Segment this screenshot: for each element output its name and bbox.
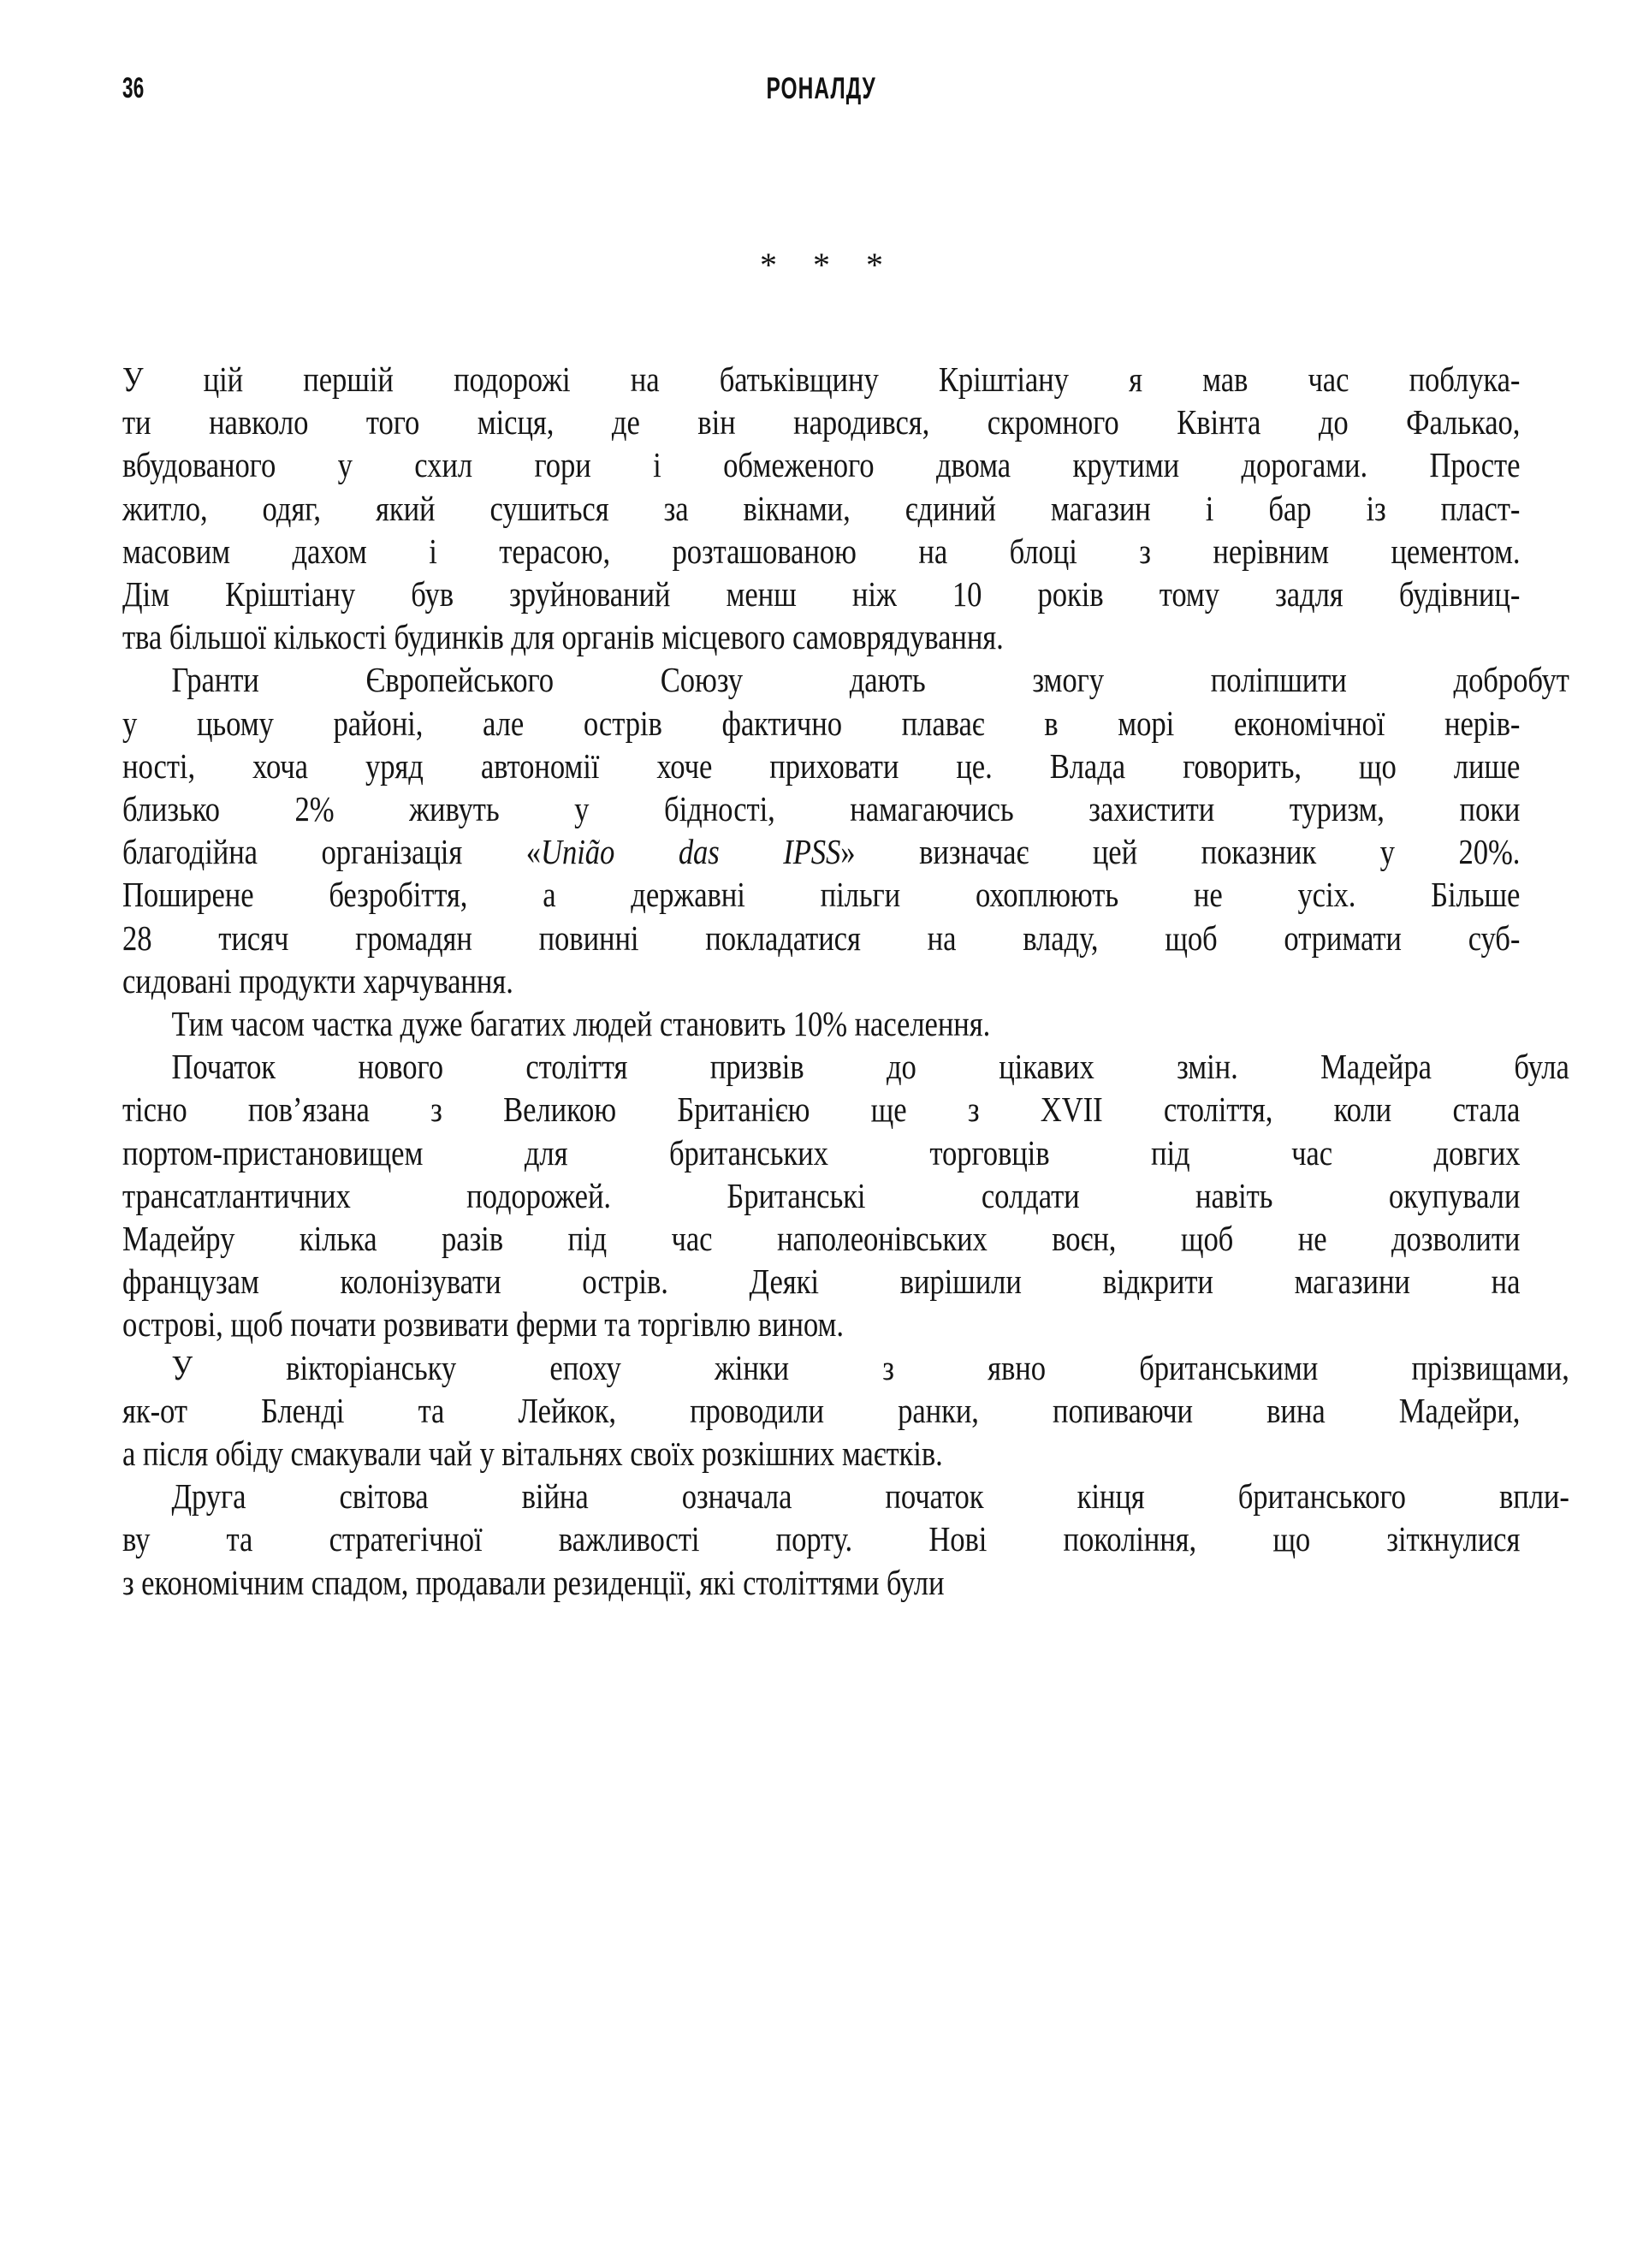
running-head-label: РОНАЛДУ (766, 72, 877, 105)
italic-phrase: União (541, 832, 615, 872)
text-word: зіткнулися (1386, 1519, 1521, 1559)
text-word: цій (203, 359, 244, 399)
text-word: намагаючись (850, 789, 1014, 829)
text-word: століття (525, 1047, 628, 1087)
text-word: автономії (480, 745, 600, 786)
text-word: та (226, 1519, 253, 1559)
text-word: вина (1266, 1390, 1326, 1430)
text-word: на (630, 359, 660, 399)
page-number: 36 (122, 72, 145, 104)
text-word: це. (956, 745, 993, 786)
section-break-asterisks: * * * (760, 246, 897, 284)
text-word: війна (521, 1476, 589, 1517)
text-word: покладатися (705, 917, 861, 958)
text-word: я (1129, 359, 1142, 399)
text-word: пласт- (1440, 488, 1521, 528)
text-word: вікнами, (743, 488, 851, 528)
text-line: а після обіду смакували чай у вітальнях своїх розкішних маєтків. (122, 1434, 943, 1474)
text-word: 10 (952, 574, 982, 614)
text-word: як-от (122, 1390, 187, 1430)
text-word: Друга (171, 1476, 246, 1517)
text-word: нерів- (1444, 703, 1521, 743)
text-line: з економічним спадом, продавали резиденції, які століттями були (122, 1562, 945, 1602)
text-word: Квінта (1177, 402, 1261, 442)
text-word: охоплюють (975, 875, 1119, 915)
text-word: із (1366, 488, 1386, 528)
text-word: портом-пристановищем (122, 1132, 424, 1173)
text-word: була (1514, 1047, 1569, 1087)
text-word: змін. (1177, 1047, 1238, 1087)
text-word: Лейкок, (518, 1390, 616, 1430)
text-word: століття, (1163, 1089, 1273, 1130)
text-word: Початок (171, 1047, 276, 1087)
text-word: дахом (292, 531, 367, 571)
text-word: 2% (294, 789, 335, 829)
text-word: з (1139, 531, 1151, 571)
text-word: Просте (1429, 445, 1521, 485)
text-word: колонізувати (340, 1262, 501, 1302)
text-word: зруйнований (509, 574, 671, 614)
text-word: суб- (1468, 917, 1521, 958)
text-word: стала (1452, 1089, 1521, 1130)
text-word: змогу (1032, 660, 1104, 700)
text-word: батьківщину (719, 359, 879, 399)
text-line (122, 1174, 1520, 1217)
text-word: нерівним (1213, 531, 1329, 571)
text-word: У (122, 359, 144, 399)
text-word: туризм, (1289, 789, 1385, 829)
text-word: отримати (1284, 917, 1402, 958)
text-word: цьому (196, 703, 274, 743)
text-word: дорогами. (1241, 445, 1368, 485)
text-word: плаває (901, 703, 985, 743)
text-word: кілька (299, 1219, 377, 1259)
text-word: який (376, 488, 436, 528)
text-word: нового (358, 1047, 443, 1087)
text-word: Союзу (660, 660, 743, 700)
text-word: навколо (209, 402, 309, 442)
text-word: Поширене (122, 875, 254, 915)
text-word: Гранти (171, 660, 259, 700)
text-word: організація (321, 832, 463, 872)
text-word: стратегічної (329, 1519, 483, 1559)
text-word: на (1491, 1262, 1521, 1302)
text-word: живуть (409, 789, 500, 829)
text-word: Мадейри, (1398, 1390, 1521, 1430)
text-word: захистити (1088, 789, 1215, 829)
text-word: пільги (820, 875, 901, 915)
text-line (122, 873, 1520, 916)
text-word: явно (988, 1347, 1046, 1387)
text-word: час (671, 1219, 713, 1259)
text-line (122, 1260, 1520, 1303)
text-word: кінця (1077, 1476, 1145, 1517)
text-word: вбудованого (122, 445, 276, 485)
text-word: Бленді (261, 1390, 345, 1430)
text-word: на (918, 531, 948, 571)
text-word: районі, (333, 703, 424, 743)
text-word: IPSS» (783, 832, 856, 872)
text-word: попиваючи (1053, 1390, 1194, 1430)
text-word: уряд (365, 745, 424, 786)
text-line (122, 573, 1520, 615)
text-word: пов’язана (247, 1089, 370, 1130)
text-word: Мадейра (1320, 1047, 1432, 1087)
text-word: магазин (1050, 488, 1151, 528)
text-word: ранки, (898, 1390, 979, 1430)
text-word: проводили (690, 1390, 824, 1430)
text-word: для (524, 1132, 568, 1173)
text-word: У (171, 1347, 193, 1387)
text-word: тісно (122, 1089, 187, 1130)
text-word: означала (681, 1476, 792, 1517)
text-word: сушиться (489, 488, 609, 528)
text-word: був (411, 574, 454, 614)
text-word: до (1318, 402, 1349, 442)
text-line (122, 1045, 1569, 1088)
text-word: поблука- (1409, 359, 1521, 399)
text-line (122, 1517, 1520, 1560)
text-word: тому (1159, 574, 1220, 614)
text-word: не (1297, 1219, 1327, 1259)
text-word: приховати (769, 745, 899, 786)
text-line (122, 702, 1520, 745)
text-word: місця, (477, 402, 555, 442)
text-word: Європейського (365, 660, 554, 700)
text-line (122, 1217, 1520, 1260)
text-word: щоб (1180, 1219, 1234, 1259)
text-line: сидовані продукти харчування. (122, 960, 513, 1000)
text-line (122, 1389, 1520, 1432)
text-word: на (927, 917, 957, 958)
text-word: близько (122, 789, 220, 829)
text-word: де (611, 402, 640, 442)
text-word: британськими (1139, 1347, 1319, 1387)
text-word: Фалькао, (1406, 402, 1521, 442)
text-word: народився, (793, 402, 930, 442)
text-word: усіх. (1297, 875, 1356, 915)
text-word: «União (525, 832, 615, 872)
text-word: у (1379, 832, 1395, 872)
text-word: ву (122, 1519, 151, 1559)
text-word: громадян (355, 917, 472, 958)
text-word: масовим (122, 531, 230, 571)
text-line (122, 745, 1520, 787)
text-word: благодійна (122, 832, 258, 872)
text-word (679, 830, 720, 873)
text-word: що (1272, 1519, 1311, 1559)
text-line: тва більшої кількості будинків для органів місцевого самоврядування. (122, 617, 1004, 657)
text-word: фактично (721, 703, 842, 743)
text-word: ще (870, 1089, 907, 1130)
text-line (122, 917, 1520, 959)
text-word: схил (414, 445, 473, 485)
text-line (122, 658, 1569, 701)
text-word: епоху (549, 1347, 621, 1387)
text-word: мав (1202, 359, 1249, 399)
text-word: Мадейру (122, 1219, 235, 1259)
text-word: одяг, (262, 488, 321, 528)
text-word: Кріштіану (225, 574, 356, 614)
text-word: наполеонівських (776, 1219, 988, 1259)
text-word: бідності, (664, 789, 775, 829)
text-word: подорожей. (466, 1175, 611, 1215)
text-word: прізвищами, (1411, 1347, 1569, 1387)
italic-phrase: IPSS (783, 832, 841, 872)
text-word: Деякі (749, 1262, 819, 1302)
text-word: Великою (503, 1089, 617, 1130)
text-word: XVII (1040, 1089, 1103, 1130)
text-word: дозволити (1391, 1219, 1521, 1259)
text-word: а (543, 875, 556, 915)
text-line (122, 358, 1520, 401)
text-word: час (1308, 359, 1349, 399)
text-word: крутими (1072, 445, 1180, 485)
text-word: довгих (1433, 1132, 1521, 1173)
text-word: Більше (1431, 875, 1521, 915)
text-word: владу, (1023, 917, 1099, 958)
text-word: державні (631, 875, 745, 915)
text-word: воєн, (1052, 1219, 1117, 1259)
text-word: вікторіанську (286, 1347, 457, 1387)
text-word: він (697, 402, 736, 442)
text-word: менш (726, 574, 797, 614)
text-word: з (430, 1089, 442, 1130)
text-word: цей (1092, 832, 1138, 872)
text-word: впли- (1498, 1476, 1569, 1517)
text-word: хоча (252, 745, 308, 786)
text-word: поліпшити (1210, 660, 1347, 700)
text-word: блоці (1009, 531, 1077, 571)
text-word: час (1291, 1132, 1333, 1173)
text-word: Британією (677, 1089, 810, 1130)
text-word: років (1037, 574, 1104, 614)
text-word: 28 (122, 917, 152, 958)
text-word: Дім (122, 574, 169, 614)
text-line (122, 830, 1520, 873)
text-word: але (483, 703, 525, 743)
italic-phrase: das (678, 832, 720, 872)
text-word: торговців (929, 1132, 1050, 1173)
text-word: терасою, (499, 531, 611, 571)
text-word: поки (1459, 789, 1521, 829)
text-word: лише (1453, 745, 1521, 786)
text-word: хоче (656, 745, 713, 786)
text-line (122, 1131, 1520, 1174)
text-word: під (1151, 1132, 1190, 1173)
text-word: французам (122, 1262, 259, 1302)
text-word: і (1205, 488, 1214, 528)
text-word: Влада (1049, 745, 1126, 786)
text-word: ти (122, 402, 151, 442)
text-word: бар (1268, 488, 1312, 528)
text-word: солдати (981, 1175, 1080, 1215)
text-word: добробут (1453, 660, 1569, 700)
text-word: окупували (1388, 1175, 1521, 1215)
body-text-block (122, 358, 1569, 1604)
text-line: Тим часом частка дуже багатих людей становить 10% населення. (171, 1004, 991, 1044)
text-word: будівниц- (1398, 574, 1521, 614)
text-word: острів (583, 703, 662, 743)
text-word: не (1193, 875, 1223, 915)
text-word: Кріштіану (938, 359, 1069, 399)
text-line (122, 443, 1520, 486)
text-word: вирішили (899, 1262, 1022, 1302)
text-word: жінки (714, 1347, 790, 1387)
text-word: коли (1333, 1089, 1392, 1130)
text-word: економічної (1233, 703, 1385, 743)
text-line (122, 1346, 1569, 1389)
text-word: британських (668, 1132, 828, 1173)
text-word: обмеженого (723, 445, 875, 485)
text-line (122, 1475, 1569, 1517)
text-word: важливості (558, 1519, 700, 1559)
text-word: задля (1275, 574, 1343, 614)
text-word: щоб (1165, 917, 1218, 958)
text-word: гори (534, 445, 591, 485)
text-word: у (122, 703, 138, 743)
text-word: єдиний (905, 488, 996, 528)
text-word: світова (339, 1476, 429, 1517)
text-word: першій (303, 359, 394, 399)
text-word: покоління, (1063, 1519, 1197, 1559)
text-word: та (418, 1390, 445, 1430)
text-word: Британські (727, 1175, 866, 1215)
running-head (0, 74, 1643, 104)
text-word: навіть (1195, 1175, 1273, 1215)
text-word: початок (885, 1476, 984, 1517)
text-line: острові, щоб почати розвивати ферми та торгівлю вином. (122, 1304, 844, 1345)
text-line (122, 787, 1520, 830)
text-word: призвів (709, 1047, 804, 1087)
text-word: трансатлантичних (122, 1175, 351, 1215)
text-word: до (887, 1047, 916, 1087)
text-word: з (882, 1347, 894, 1387)
text-word: за (663, 488, 689, 528)
text-line (122, 1088, 1520, 1131)
text-word: магазини (1294, 1262, 1410, 1302)
text-word: повинні (538, 917, 639, 958)
text-line (122, 487, 1520, 530)
text-word: у (574, 789, 590, 829)
text-word: розташованою (672, 531, 857, 571)
text-word: морі (1118, 703, 1175, 743)
text-word: подорожі (454, 359, 571, 399)
text-word: говорить, (1183, 745, 1302, 786)
text-word: житло, (122, 488, 208, 528)
text-word: безробіття, (329, 875, 468, 915)
text-word: цікавих (999, 1047, 1094, 1087)
text-word: разів (442, 1219, 504, 1259)
text-word: у (337, 445, 353, 485)
text-word: 20%. (1458, 832, 1521, 872)
text-word: того (365, 402, 420, 442)
text-word: Нові (928, 1519, 988, 1559)
text-word: ності, (122, 745, 196, 786)
text-word: дають (849, 660, 926, 700)
text-word: і (653, 445, 661, 485)
text-word: британського (1237, 1476, 1406, 1517)
text-word: під (567, 1219, 608, 1259)
text-line (122, 530, 1520, 573)
text-word: цементом. (1391, 531, 1521, 571)
text-word: і (429, 531, 437, 571)
text-word: з (967, 1089, 980, 1130)
text-word: що (1358, 745, 1397, 786)
text-word: порту. (775, 1519, 853, 1559)
text-word: двома (935, 445, 1011, 485)
text-word: острів. (582, 1262, 668, 1302)
text-word: відкрити (1102, 1262, 1213, 1302)
text-word: показник (1201, 832, 1317, 872)
text-word: визначає (919, 832, 1029, 872)
text-word: тисяч (218, 917, 289, 958)
text-word: ніж (851, 574, 897, 614)
text-line (122, 401, 1520, 443)
text-word: скромного (987, 402, 1119, 442)
text-word: в (1044, 703, 1059, 743)
